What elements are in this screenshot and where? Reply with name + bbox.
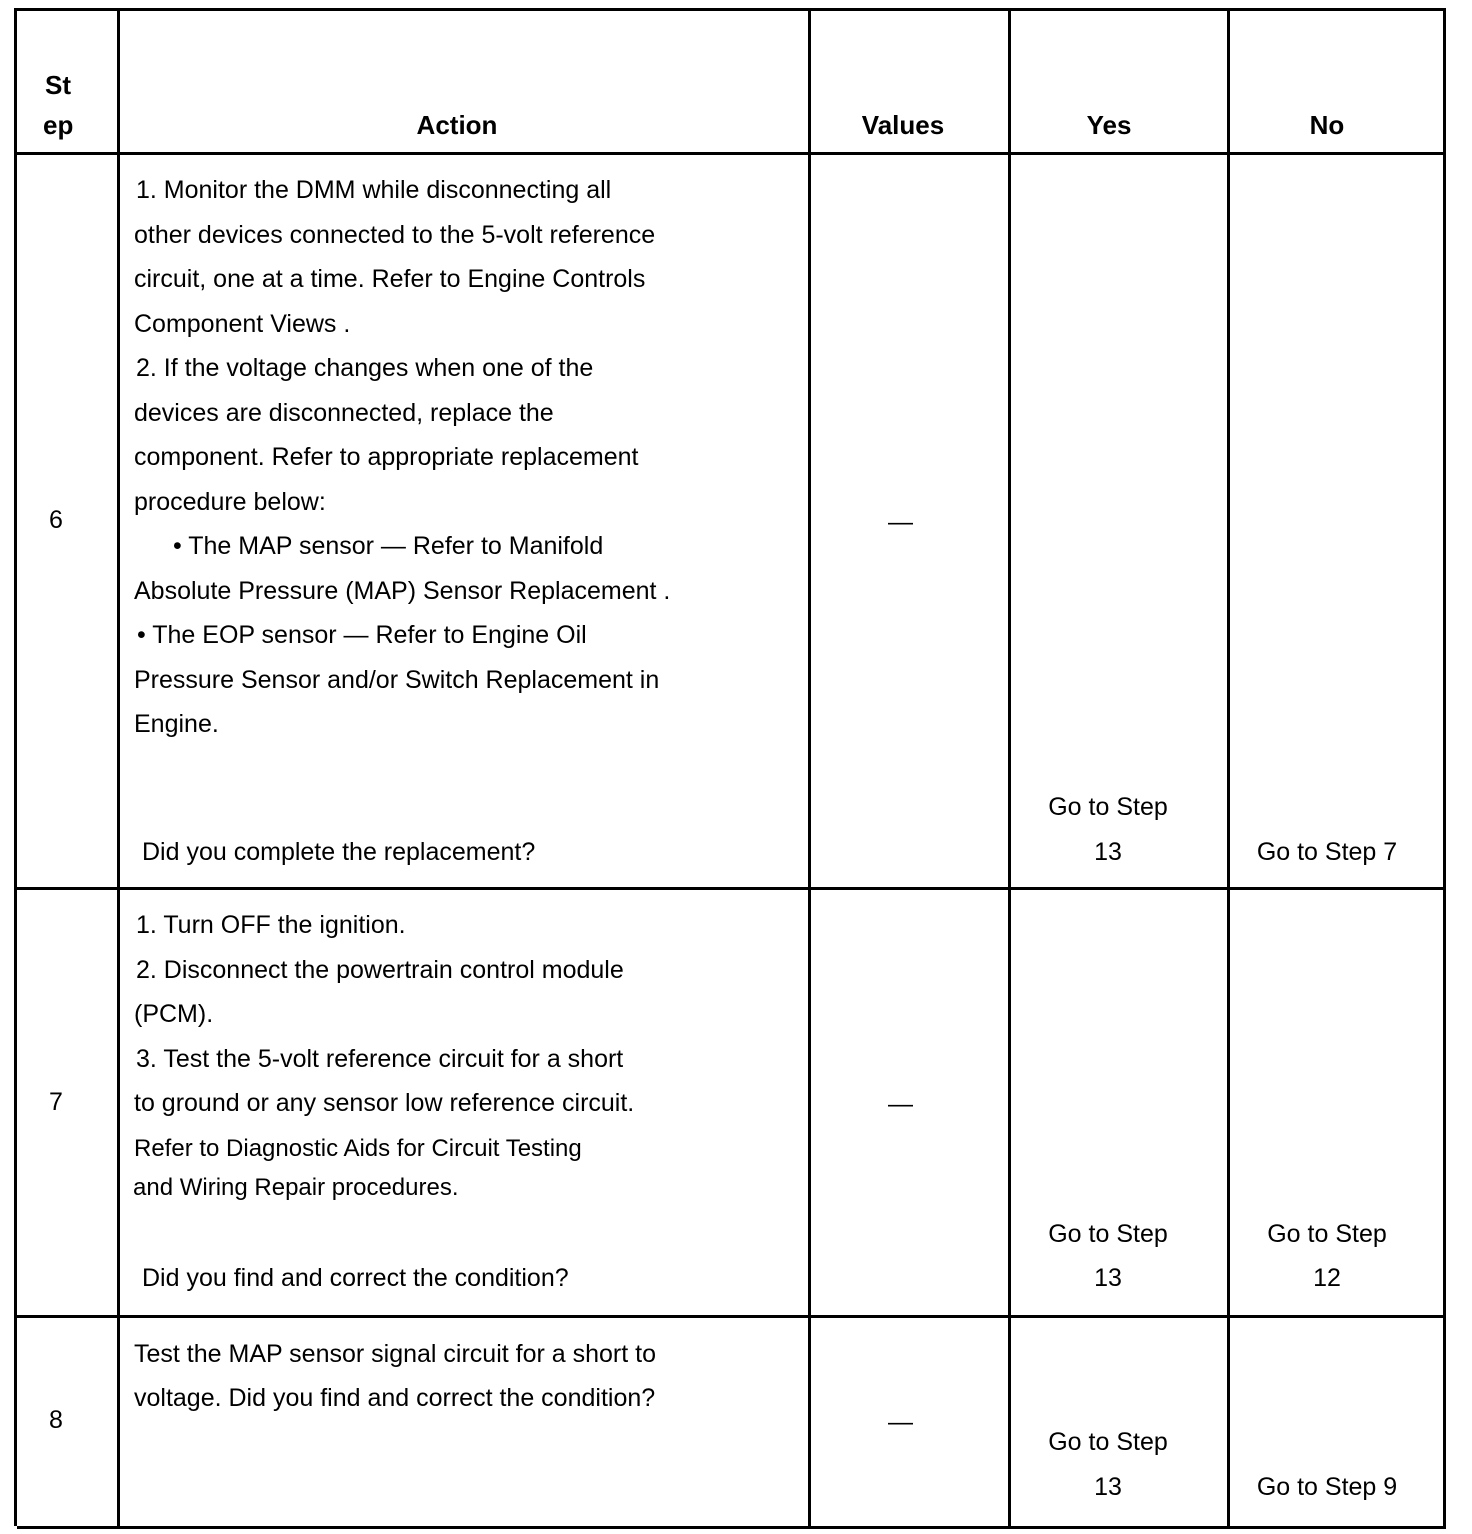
row-6-yes [1008,152,1230,890]
row-6-action-line: component. Refer to appropriate replacement [134,443,639,471]
row-8-yes-line2: 13 [1094,1473,1122,1501]
row-8-action-line: voltage. Did you find and correct the condition? [134,1384,656,1412]
row-6-question: Did you complete the replacement? [142,838,536,866]
header-no-label: No [1309,110,1345,140]
row-7-step [17,887,120,1318]
row-7-no-line1: Go to Step [1267,1220,1387,1248]
row-6-step-number: 6 [49,506,63,534]
header-yes [1008,11,1230,155]
header-action [117,11,811,155]
row-6-action-line: Pressure Sensor and/or Switch Replacement in [134,666,660,694]
row-8-yes-line1: Go to Step [1048,1428,1168,1456]
row-8-value: — [888,1408,913,1436]
header-values [808,11,1011,155]
row-6-yes-line2: 13 [1094,838,1122,866]
row-6-action [117,152,811,890]
row-6-values [808,152,1011,890]
row-6-action-line: circuit, one at a time. Refer to Engine Controls [134,265,646,293]
row-7-action [117,887,811,1318]
row-6-action-line: Engine. [134,710,219,738]
row-6-action-line: procedure below: [134,488,326,516]
row-8-step [17,1315,120,1529]
row-6-no-line2: Go to Step 7 [1256,838,1398,866]
header-step [17,11,120,155]
diagnostic-table [14,8,1446,1526]
row-8-values [808,1315,1011,1529]
row-7-action-line: Refer to Diagnostic Aids for Circuit Testing [134,1135,582,1162]
header-values-label: Values [861,110,945,140]
row-7-action-line: 2. Disconnect the powertrain control module [136,956,624,984]
header-step-line1: St [45,70,71,100]
row-6-action-line: other devices connected to the 5-volt reference [134,221,656,249]
header-no [1227,11,1446,155]
row-8-no-line2: Go to Step 9 [1256,1473,1398,1501]
row-7-yes-line2: 13 [1094,1264,1122,1292]
row-7-value: — [888,1090,913,1118]
row-6-action-bullet: • The EOP sensor — Refer to Engine Oil [137,621,587,649]
row-6-action-line: devices are disconnected, replace the [134,399,554,427]
row-6-value: — [888,508,913,536]
row-6-action-bullet: • The MAP sensor — Refer to Manifold [173,532,604,560]
row-6-action-line: Absolute Pressure (MAP) Sensor Replacement . [134,577,671,605]
row-7-yes [1008,887,1230,1318]
row-8-step-number: 8 [49,1406,63,1434]
row-6-action-line: 1. Monitor the DMM while disconnecting all [136,176,612,204]
row-7-step-number: 7 [49,1088,63,1116]
row-8-action-line: Test the MAP sensor signal circuit for a short to [134,1340,656,1368]
row-7-action-line: and Wiring Repair procedures. [133,1174,459,1201]
row-8-yes [1008,1315,1230,1529]
row-7-no [1227,887,1446,1318]
row-7-question: Did you find and correct the condition? [142,1264,569,1292]
row-7-action-line: 3. Test the 5-volt reference circuit for a short [136,1045,624,1073]
header-yes-label: Yes [1086,110,1132,140]
row-6-yes-line1: Go to Step [1048,793,1168,821]
row-7-values [808,887,1011,1318]
row-7-action-line: to ground or any sensor low reference circuit. [134,1089,635,1117]
row-7-yes-line1: Go to Step [1048,1220,1168,1248]
row-6-no [1227,152,1446,890]
row-7-action-line: (PCM). [134,1000,214,1028]
row-8-action [117,1315,811,1529]
row-7-no-line2: 12 [1313,1264,1341,1292]
row-6-step [17,152,120,890]
row-6-action-line: 2. If the voltage changes when one of the [136,354,594,382]
header-step-line2: ep [43,110,74,140]
row-8-no [1227,1315,1446,1529]
row-7-action-line: 1. Turn OFF the ignition. [136,911,406,939]
row-6-action-line: Component Views . [134,310,351,338]
header-action-label: Action [416,110,498,140]
